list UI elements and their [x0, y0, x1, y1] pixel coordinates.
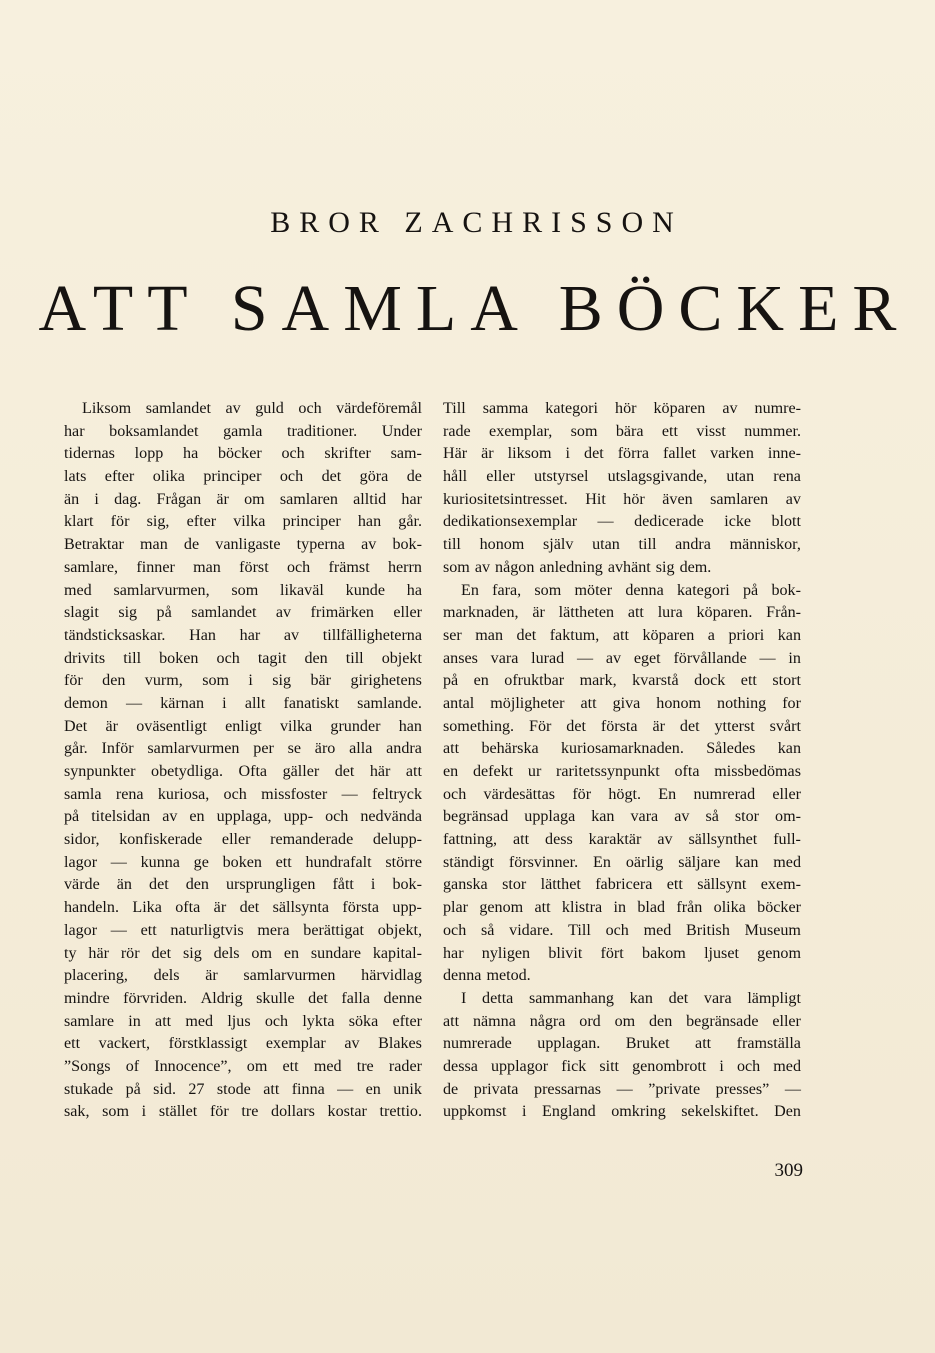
- text-line: demon — kärnan i allt fanatiskt samlande.: [64, 694, 422, 712]
- text-line: samlare in att med ljus och lykta söka efter: [64, 1012, 422, 1030]
- text-line: drivits till boken och tagit den till objekt: [64, 649, 422, 667]
- text-line: de privata pressarnas — ”private presses” —: [443, 1080, 801, 1098]
- text-line: numrerade upplagan. Bruket att framställa: [443, 1035, 801, 1053]
- text-line: marknaden, är lättheten att lura köparen. Från-: [443, 604, 801, 622]
- article-title: ATT SAMLA BÖCKER: [38, 272, 911, 345]
- text-line: ty här rör det sig dels om en sundare kapital-: [64, 944, 422, 962]
- text-line: till honom själv utan till andra människor,: [443, 536, 801, 554]
- text-line: lagor — ett naturligtvis mera berättigat objekt,: [64, 921, 422, 939]
- text-line: En fara, som möter denna kategori på bok-: [461, 581, 801, 599]
- text-line: ganska stor lätthet fabricera ett sällsynt exem-: [443, 876, 801, 894]
- text-line: rade exemplar, som bära ett visst nummer.: [443, 422, 801, 440]
- text-line: ett vackert, förstklassigt exemplar av Blakes: [64, 1035, 422, 1053]
- text-line: än i dag. Frågan är om samlaren alltid har: [64, 490, 422, 508]
- text-column-right: [443, 398, 801, 1124]
- text-line: kuriositetsintresset. Hit hör även samlaren av: [443, 490, 801, 508]
- text-line: har boksamlandet gamla traditioner. Under: [64, 422, 422, 440]
- page-number: 309: [774, 1160, 803, 1181]
- text-line: ständigt försvinner. En oärlig säljare kan med: [443, 853, 801, 871]
- text-line: Betraktar man de vanligaste typerna av bok-: [64, 536, 422, 554]
- text-line: att behärska kuriosamarknaden. Således kan: [443, 740, 801, 758]
- text-line: uppkomst i England omkring sekelskiftet. Den: [443, 1103, 801, 1121]
- text-line: tändsticksaskar. Han har av tillfälligheterna: [64, 626, 422, 644]
- text-line: stukade på sid. 27 stode att finna — en unik: [64, 1080, 422, 1098]
- text-line: lagor — kunna ge boken ett hundrafalt större: [64, 853, 422, 871]
- text-line: på en ofruktbar mark, kvarstå dock ett stort: [443, 672, 801, 690]
- text-line: och så vidare. Till och med British Museum: [443, 921, 801, 939]
- text-column-left: [64, 398, 422, 1124]
- text-line: Liksom samlandet av guld och värdeföremål: [82, 400, 422, 417]
- text-line: som av någon anledning avhänt sig dem.: [443, 558, 712, 576]
- text-line: Till samma kategori hör köparen av numre-: [443, 400, 801, 417]
- text-line: samlare, finner man först och främst herrn: [64, 558, 422, 576]
- text-line: tidernas lopp ha böcker och skrifter sam-: [64, 445, 422, 463]
- text-line: ser man det faktum, att köparen a priori kan: [443, 626, 801, 644]
- text-line: dessa upplagor fick sitt genombrott i och med: [443, 1057, 801, 1075]
- text-line: antal möjligheter att giva honom nothing for: [443, 694, 801, 712]
- text-line: håll eller utstyrsel utslagsgivande, utan rena: [443, 468, 801, 486]
- text-line: att nämna några ord om den begränsade eller: [443, 1012, 801, 1030]
- text-line: Här är liksom i det förra fallet varken inne-: [443, 445, 801, 463]
- text-line: something. För det första är det ytterst svårt: [443, 717, 801, 735]
- text-line: och värdesättas för högt. En numrerad eller: [443, 785, 801, 803]
- text-line: synpunkter obetydliga. Ofta gäller det här att: [64, 763, 422, 780]
- text-line: begränsad upplaga kan vara av så stor om-: [443, 808, 801, 826]
- text-line: handeln. Lika ofta är det sällsynta första upp-: [64, 899, 422, 917]
- text-line: klart för sig, efter vilka principer han går.: [64, 513, 422, 531]
- text-line: för den vurm, som i sig bär girighetens: [64, 672, 422, 690]
- text-line: sidor, konfiskerade eller remanderade delupp-: [64, 831, 422, 849]
- author-name: BROR ZACHRISSON: [270, 206, 683, 239]
- text-line: går. Inför samlarvurmen per se äro alla andra: [64, 740, 422, 758]
- text-line: på titelsidan av en upplaga, upp- och nedvända: [64, 808, 422, 826]
- text-line: sak, som i stället för tre dollars kostar trettio.: [64, 1103, 422, 1121]
- text-line: har nyligen blivit fört bakom ljuset genom: [443, 944, 801, 962]
- text-line: dedikationsexemplar — dedicerade icke blott: [443, 513, 801, 531]
- text-line: en defekt ur raritetssynpunkt ofta missbedömas: [443, 763, 801, 780]
- text-line: lats efter olika principer och det göra de: [64, 468, 422, 486]
- text-line: med samlarvurmen, som likaväl kunde ha: [64, 581, 422, 599]
- text-line: slagit sig på samlandet av frimärken eller: [64, 604, 422, 622]
- text-line: denna metod.: [443, 967, 531, 985]
- text-line: samla rena kuriosa, och missfoster — feltryck: [64, 785, 422, 803]
- text-line: fattning, att dess karaktär av sällsynthet full-: [443, 831, 801, 849]
- text-line: plar genom att klistra in blad från olika böcker: [443, 899, 801, 917]
- text-line: Det är oväsentligt enligt vilka grunder han: [64, 717, 422, 735]
- text-line: I detta sammanhang kan det vara lämpligt: [461, 989, 801, 1007]
- text-line: placering, dels är samlarvurmen härvidlag: [64, 967, 422, 985]
- text-line: värde än det den ursprungligen fått i bok-: [64, 876, 422, 894]
- text-line: anses vara lurad — av eget förvållande — in: [443, 649, 801, 667]
- text-line: mindre förvriden. Aldrig skulle det falla denne: [64, 989, 422, 1007]
- text-line: ”Songs of Innocence”, om ett med tre rader: [64, 1057, 422, 1075]
